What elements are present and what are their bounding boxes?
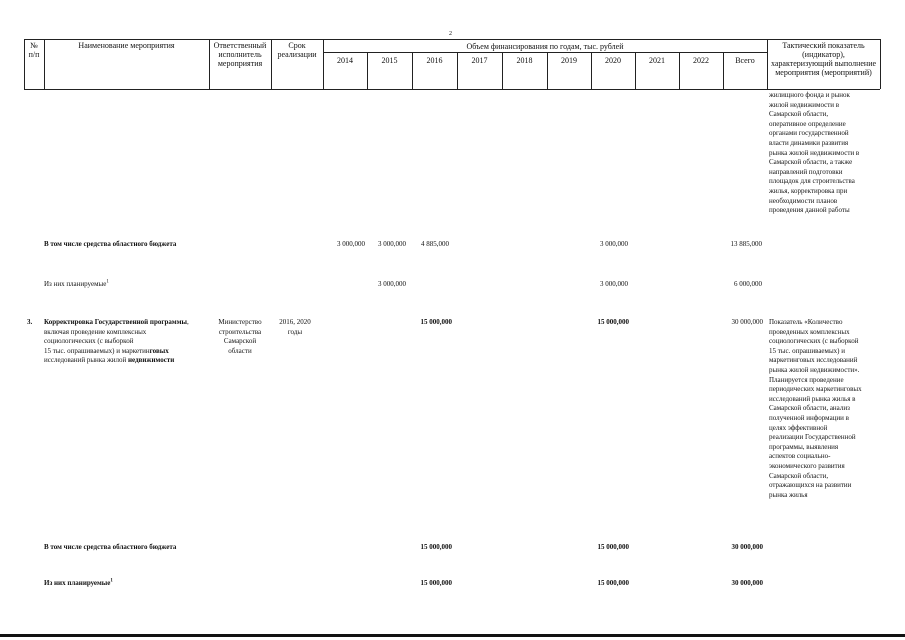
row-label: В том числе средства областного бюджета xyxy=(44,240,177,248)
header-indicator: Тактический показатель (индикатор), характеризующий выполнение мероприятия (мероприятий) xyxy=(770,41,877,77)
value-2020: 15 000,000 xyxy=(597,318,629,326)
row-label: Из них планируемые$^1$ xyxy=(44,279,109,288)
value-2020: 3 000,000 xyxy=(600,280,628,288)
header-year: 2018 xyxy=(516,56,533,65)
header-term: Срок реализации xyxy=(277,41,317,59)
header-total: Всего xyxy=(735,56,755,65)
value-total: 30 000,000 xyxy=(731,543,763,551)
value-2016: 15 000,000 xyxy=(420,543,452,551)
header-responsible: Ответственный исполнитель мероприятия xyxy=(213,41,267,68)
value-total: 6 000,000 xyxy=(734,280,762,288)
measure-name: Корректировка Государственной программы, включая проведение комплексных социологических (с выборкой 15 тыс. опрашиваемых) и маркетинговых исследований рынка жилой недвижимости xyxy=(44,318,189,364)
value-total: 13 885,000 xyxy=(730,240,762,248)
header-funding: Объем финансирования по годам, тыс. рублей xyxy=(466,42,624,51)
value-2015: 3 000,000 xyxy=(378,280,406,288)
header-year: 2022 xyxy=(693,56,709,65)
header-year: 2019 xyxy=(561,56,577,65)
header-year: 2014 xyxy=(337,56,353,65)
row-label: Из них планируемые$^1$ xyxy=(44,578,113,587)
continued-indicator: жилищного фонда и рынок жилой недвижимости в Самарской области, оперативное определение органами государственной власти динамики развития рынка жилой недвижимости в Самарской области, а также направлений подготовки площадок для строительства жилья, корректировка при необходимости планов проведения данной работы xyxy=(769,91,860,215)
implementation-term: 2016, 2020 годы xyxy=(279,318,311,336)
value-2016: 4 885,000 xyxy=(421,240,449,248)
header-name: Наименование мероприятия xyxy=(78,41,175,50)
value-2014: 3 000,000 xyxy=(337,240,365,248)
value-2015: 3 000,000 xyxy=(378,240,406,248)
header-year: 2020 xyxy=(605,56,621,65)
header-no: № п/п xyxy=(28,41,40,59)
value-2020: 15 000,000 xyxy=(597,579,629,587)
value-2020: 15 000,000 xyxy=(597,543,629,551)
scan-edge xyxy=(0,634,905,637)
responsible-executor: Министерство строительства Самарской области xyxy=(218,318,262,355)
header-year: 2015 xyxy=(381,56,398,65)
row-label: В том числе средства областного бюджета xyxy=(44,543,177,551)
indicator-text: Показатель «Количество проведенных комплексных социологических (с выборкой 15 тыс. опрашиваемых) и маркетинговых исследований рынка жилой недвижимости». Планируется проведение периодических маркетинговых исследований рынка жилья в Самарской области, анализ полученной информации в целях эффективной реализации Государственной программы, выявления аспектов социально- экономического развития Самарской области, отражающихся на развитии рынка жилья xyxy=(769,318,862,499)
value-total: 30 000,000 xyxy=(731,318,763,326)
value-total: 30 000,000 xyxy=(731,579,763,587)
header-year: 2016 xyxy=(426,56,443,65)
value-2016: 15 000,000 xyxy=(420,318,452,326)
page-number: 2 xyxy=(449,31,452,37)
row-number: 3. xyxy=(27,318,33,326)
value-2020: 3 000,000 xyxy=(600,240,628,248)
header-year: 2021 xyxy=(649,56,665,65)
header-year: 2017 xyxy=(471,56,488,65)
value-2016: 15 000,000 xyxy=(420,579,452,587)
